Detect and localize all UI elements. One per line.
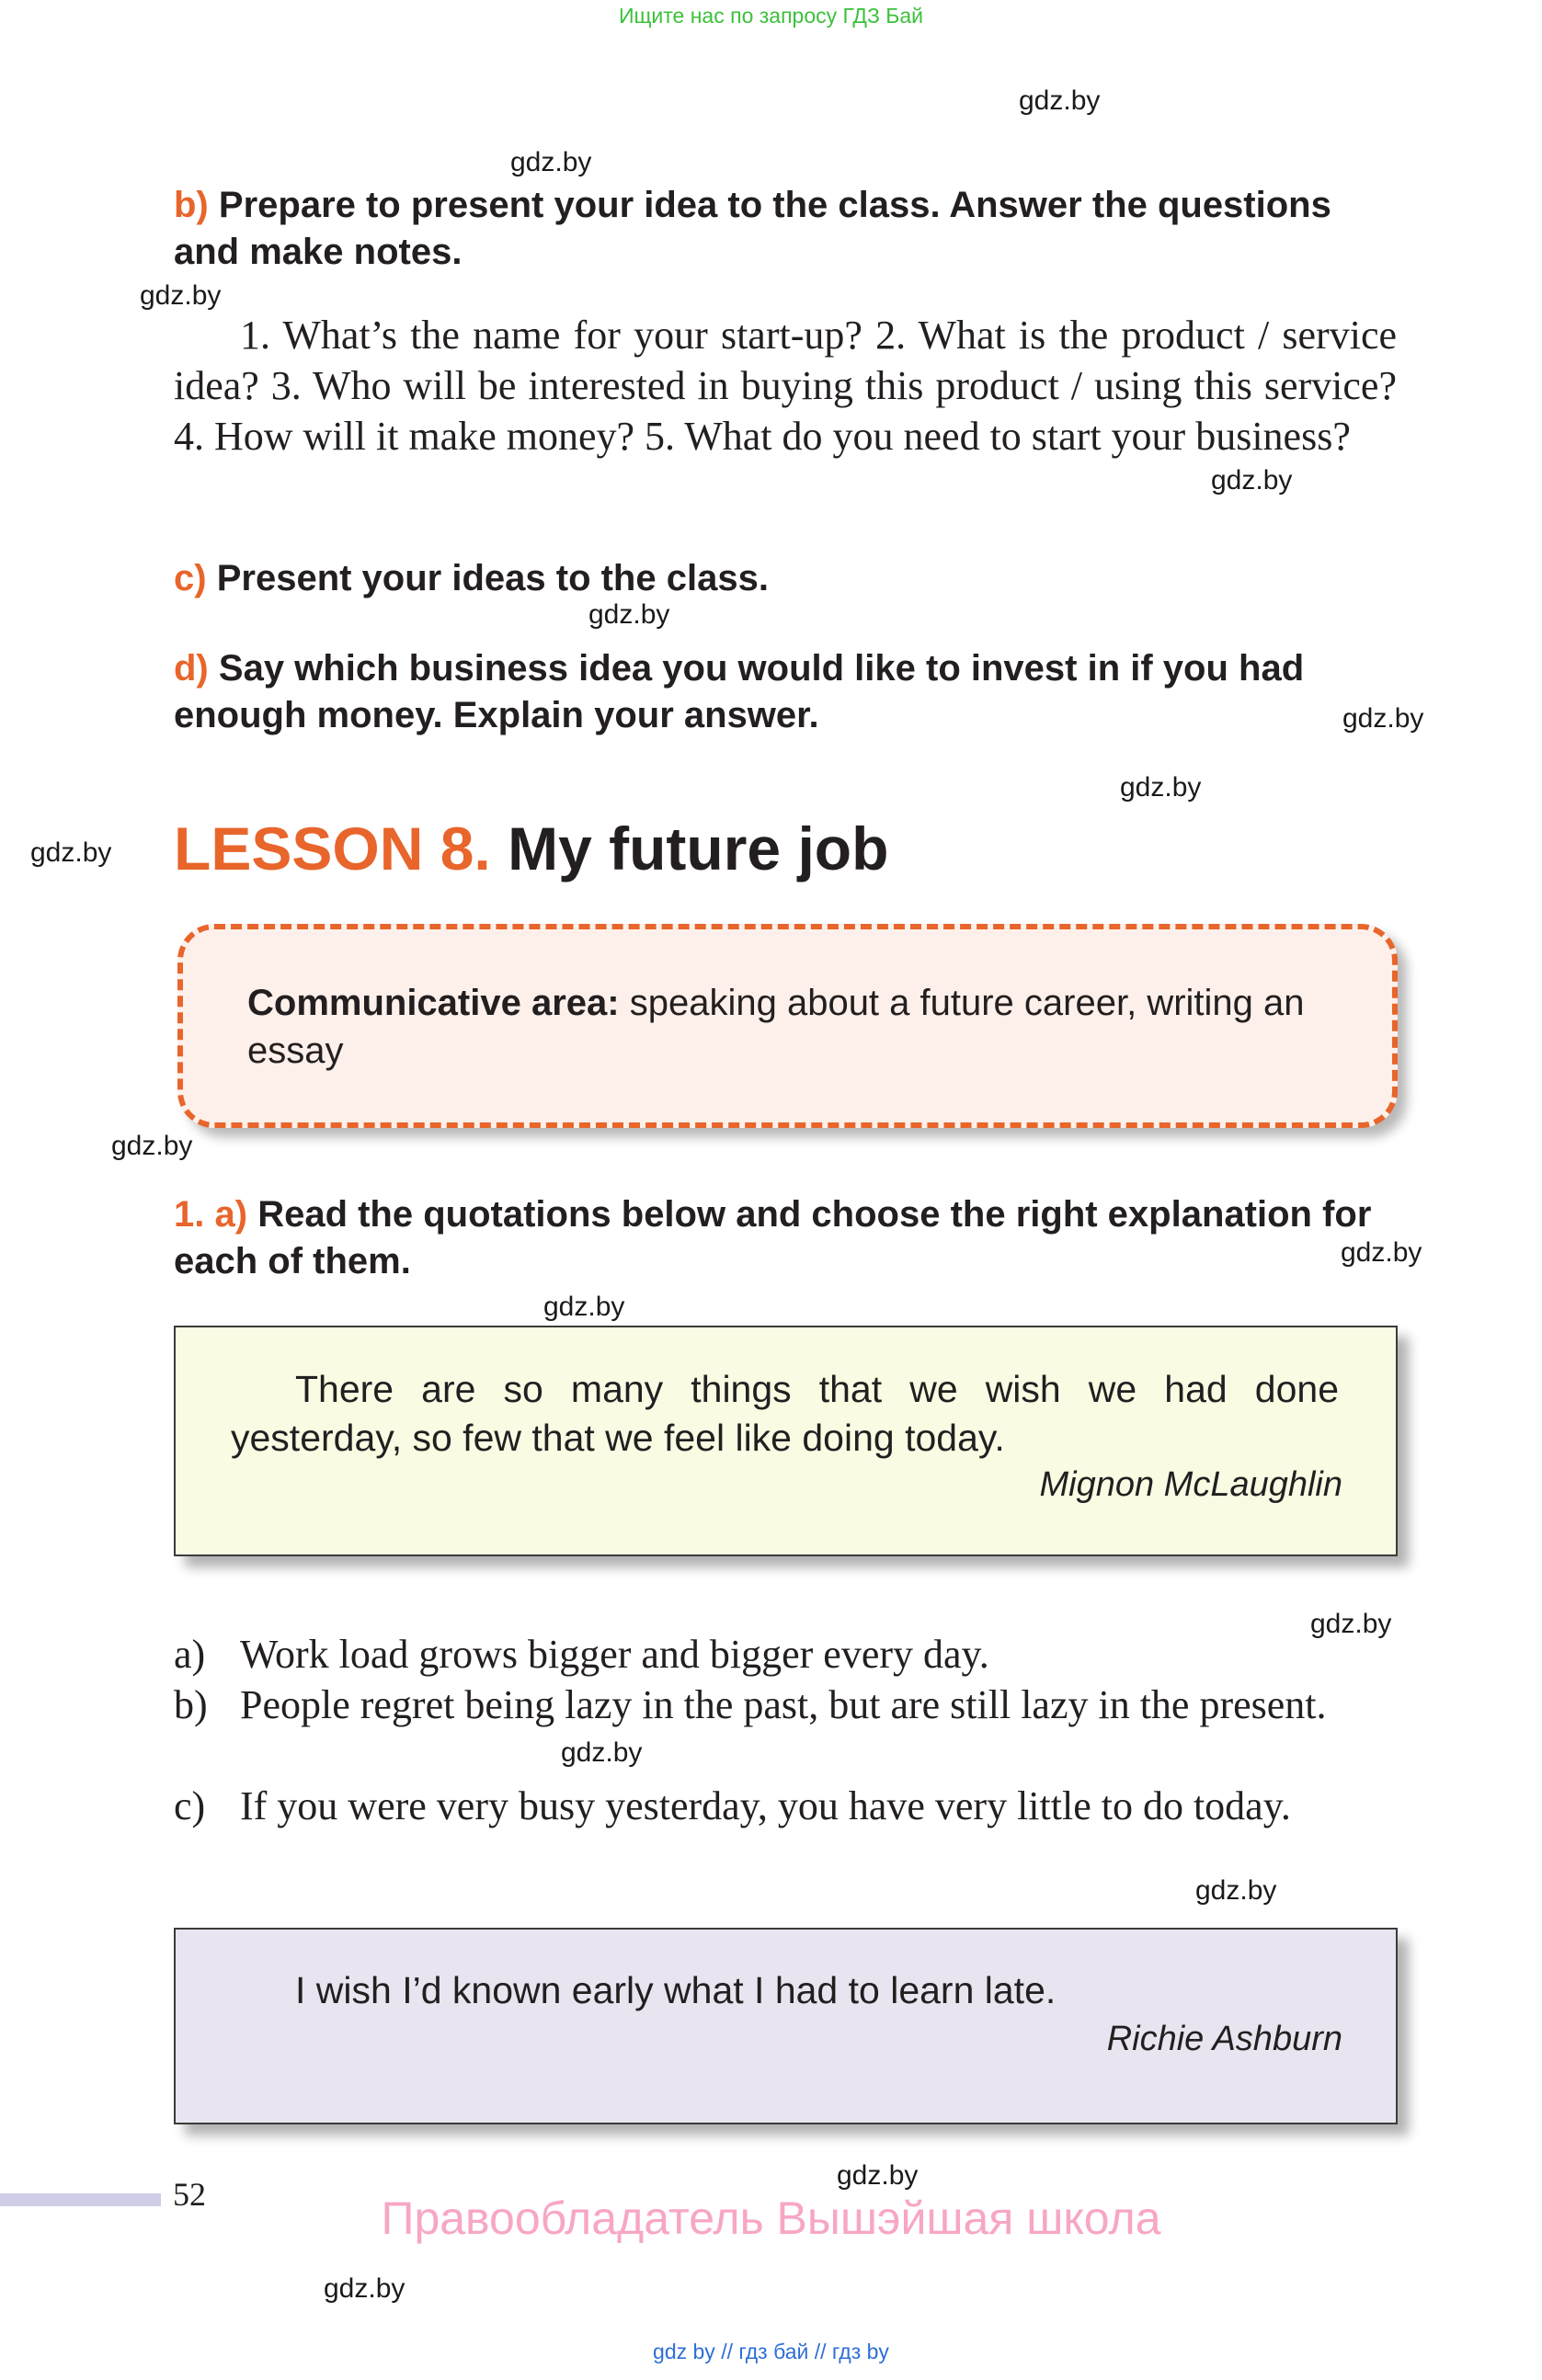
- task-b-instruction: [174, 182, 1397, 276]
- option-text: If you were very busy yesterday, you have very little to do today.: [240, 1783, 1291, 1828]
- option-text: Work load grows bigger and bigger every day.: [240, 1632, 989, 1677]
- watermark: gdz.by: [1342, 703, 1424, 734]
- watermark: gdz.by: [588, 599, 670, 630]
- communicative-area-text: [247, 979, 1351, 1075]
- task-1-number: 1.: [174, 1194, 205, 1235]
- quote-1-text: There are so many things that we wish we had done yesterday, so few that we feel like doing today.: [231, 1368, 1339, 1459]
- option-letter: c): [174, 1783, 206, 1828]
- option-c: [174, 1781, 1397, 1831]
- watermark: gdz.by: [1120, 772, 1202, 803]
- watermark: gdz.by: [543, 1292, 625, 1322]
- option-b: [174, 1680, 1397, 1730]
- watermark: gdz.by: [510, 147, 592, 177]
- quote-1-author: Mignon McLaughlin: [1039, 1465, 1342, 1504]
- watermark: gdz.by: [1310, 1609, 1392, 1639]
- page-number: 52: [173, 2176, 206, 2213]
- task-c-text: Present your ideas to the class.: [216, 558, 769, 598]
- task-c-label: c): [174, 558, 207, 598]
- lesson-title: My future job: [508, 814, 889, 883]
- quote-2-author: Richie Ashburn: [1106, 2020, 1342, 2058]
- task-d-label: d): [174, 648, 209, 689]
- watermark: gdz.by: [1341, 1237, 1422, 1268]
- task-1a-label: a): [214, 1194, 248, 1235]
- option-letter: b): [174, 1682, 208, 1727]
- top-banner: Ищите нас по запросу ГДЗ Бай: [618, 4, 924, 28]
- task-1a-text: Read the quotations below and choose the right explanation for each of them.: [174, 1194, 1372, 1281]
- watermark: gdz.by: [1195, 1875, 1277, 1906]
- watermark: gdz.by: [837, 2160, 919, 2191]
- quote-box-2: [174, 1928, 1398, 2124]
- task-d-text: Say which business idea you would like to invest in if you had enough money. Explain your answer.: [174, 648, 1305, 735]
- option-a: [174, 1629, 1397, 1680]
- watermark: gdz.by: [111, 1131, 193, 1161]
- communicative-area-description: speaking about a future career, writing an essay: [247, 983, 1305, 1071]
- task-c-instruction: [174, 555, 1397, 602]
- lesson-number: LESSON 8.: [174, 814, 491, 883]
- watermark: gdz.by: [324, 2273, 405, 2304]
- watermark: gdz.by: [30, 837, 112, 868]
- footer-links[interactable]: gdz by // гдз бай // гдз by: [653, 2340, 889, 2363]
- watermark: gdz.by: [1019, 85, 1101, 116]
- communicative-area-box: [177, 924, 1398, 1128]
- quote-2-text: I wish I’d known early what I had to learn late.: [295, 1969, 1057, 2011]
- task-b-text: Prepare to present your idea to the class. Answer the questions and make notes.: [174, 185, 1331, 272]
- task-d-instruction: [174, 645, 1397, 739]
- option-letter: a): [174, 1632, 206, 1677]
- task-1a-instruction: [174, 1191, 1397, 1285]
- watermark: gdz.by: [561, 1737, 643, 1768]
- quote-box-1: [174, 1326, 1398, 1556]
- copyright-holder: Правообладатель Вышэйшая школа: [381, 2192, 1161, 2244]
- lesson-heading: [174, 814, 888, 883]
- option-text: People regret being lazy in the past, but are still lazy in the present.: [240, 1682, 1327, 1727]
- watermark: gdz.by: [1211, 465, 1293, 495]
- task-b-label: b): [174, 185, 209, 225]
- task-b-questions: 1. What’s the name for your start-up? 2. What is the product / service idea? 3. Who will be interested in buying this product / using this service? 4. How will it make money? 5. What do you need to start your business?: [174, 313, 1397, 459]
- communicative-area-label: Communicative area:: [247, 983, 620, 1023]
- watermark: gdz.by: [140, 280, 222, 311]
